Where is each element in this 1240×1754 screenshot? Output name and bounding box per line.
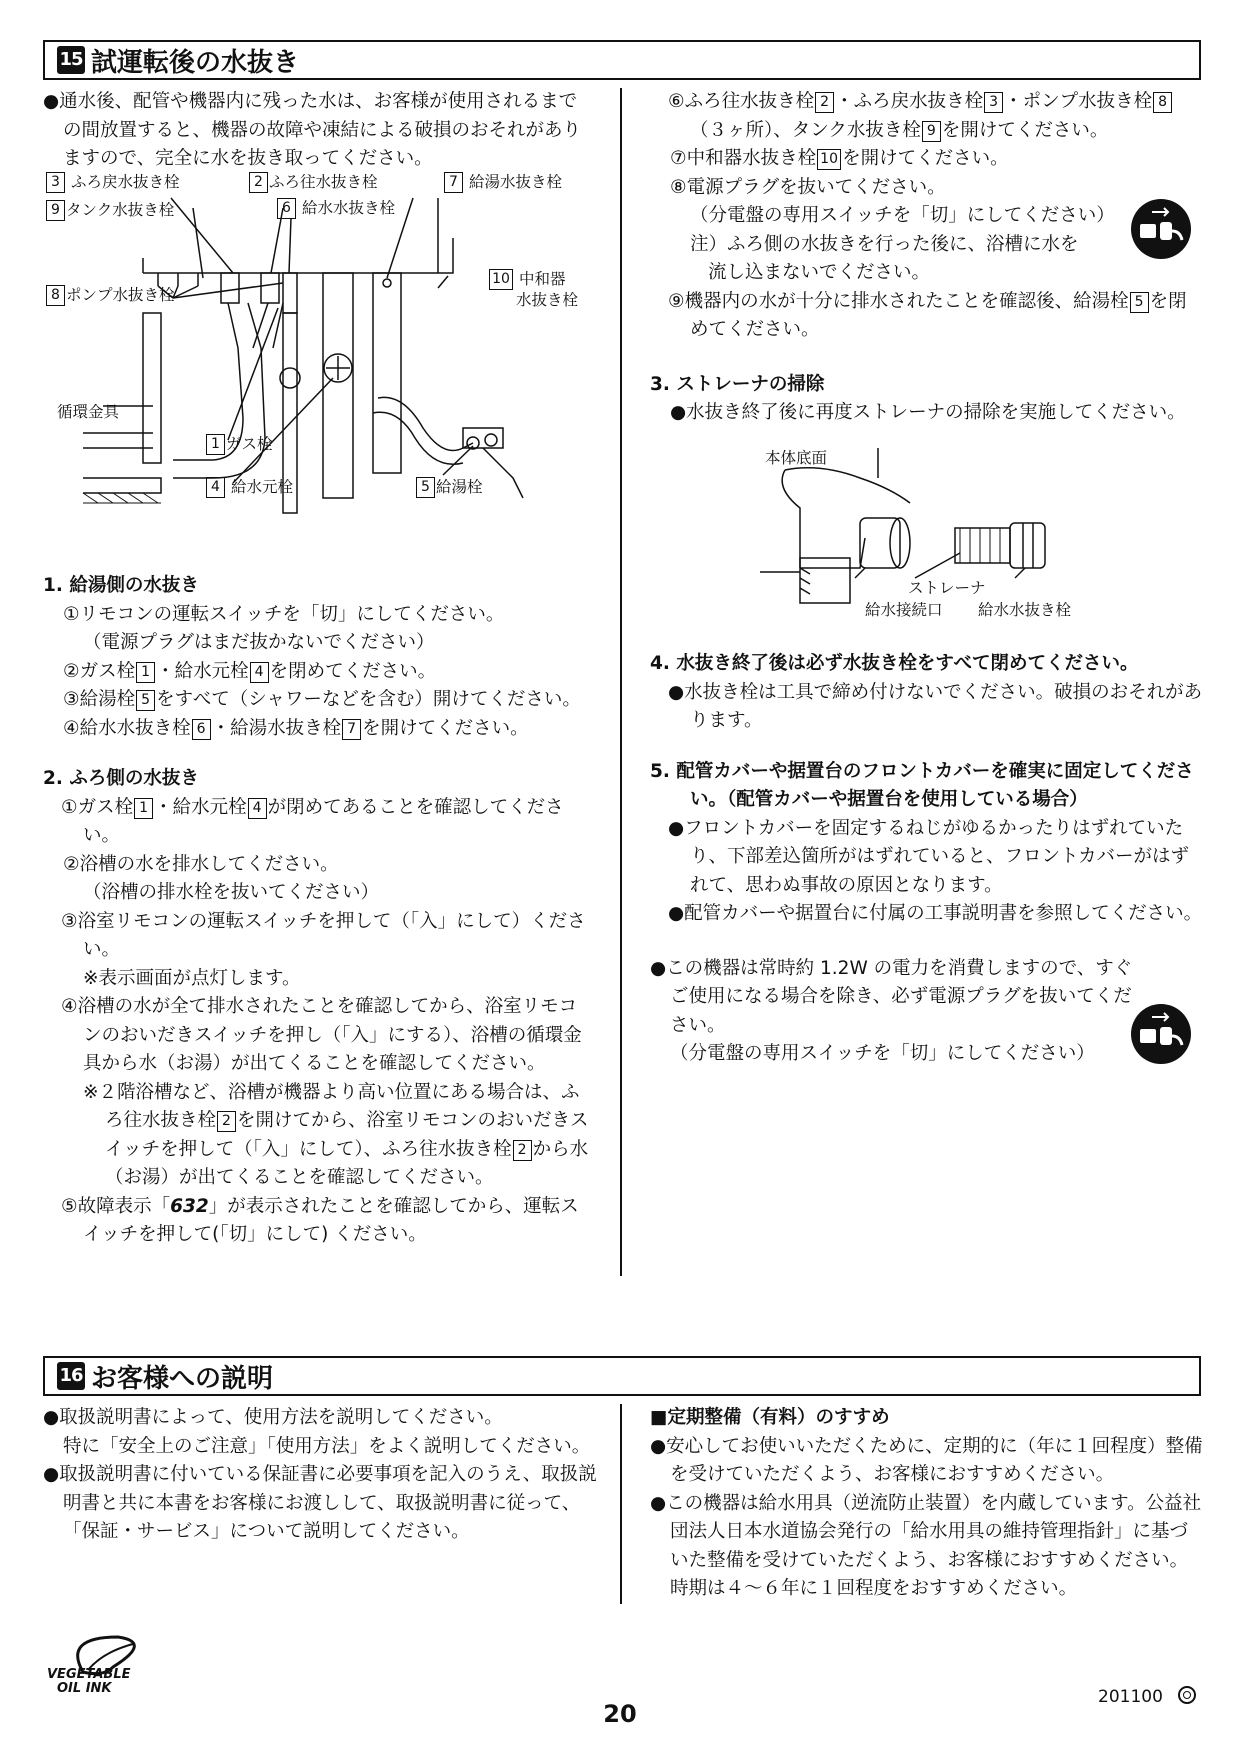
- step4-heading: 4. 水抜き終了後は必ず水抜き栓をすべて閉めてください。: [650, 653, 1139, 674]
- explain-bullet1-cont: 特に「安全上のご注意」「使用方法」をよく説明してください。: [63, 1435, 591, 1457]
- sec15-left-intro: [43, 88, 595, 174]
- column-divider: [620, 88, 622, 1276]
- piping-illustration: [43, 178, 595, 558]
- section-title: お客様への説明: [91, 1363, 274, 1394]
- step2-item5: ⑤故障表示「632」が表示されたことを確認してから、運転スイッチを押して(「切」にして) ください。: [61, 1195, 579, 1245]
- power-consumption-note: ●この機器は常時約 1.2W の電力を消費しますので、すぐご使用になる場合を除き、必ず電源プラグを抜いてください。: [650, 957, 1133, 1036]
- sec16-left: [43, 1404, 598, 1547]
- unplug-icon: [1130, 198, 1192, 260]
- logo-line2: OIL INK: [57, 1681, 112, 1696]
- step2-item3: ③浴室リモコンの運転スイッチを押して（「入」にして）ください。: [61, 910, 586, 960]
- label-neutralizer-drain-2: 水抜き栓: [516, 291, 579, 309]
- step4-bullet: ●水抜き栓は工具で締め付けないでください。破損のおそれがあります。: [668, 681, 1203, 731]
- step2-item2-note: （浴槽の排水栓を抜いてください）: [83, 882, 380, 903]
- step2-item6: ⑥ふろ往水抜き栓 2 ・ふろ戻水抜き栓 3 ・ポンプ水抜き栓 8（３ヶ所）、タンク水抜き栓 9 を開けてください。: [650, 88, 1205, 145]
- step2-item3-note: ※表示画面が点灯します。: [83, 967, 301, 989]
- step5-heading: 5. 配管カバーや据置台のフロントカバーを確実に固定してください。（配管カバーや据置台を使用している場合）: [650, 760, 1194, 810]
- step2-item2: ②浴槽の水を排水してください。: [63, 853, 339, 875]
- section-15-header: [43, 40, 1201, 80]
- label-water-drain-plug: 給水水抜き栓: [978, 601, 1072, 619]
- step2-item9: ⑨機器内の水が十分に排水されたことを確認後、給湯栓 5 を閉めてください。: [668, 290, 1187, 340]
- sec16-right: [650, 1404, 1205, 1604]
- circle-mark-icon: [1178, 1686, 1196, 1704]
- step1-item1-note: （電源プラグはまだ抜かないでください）: [83, 632, 435, 653]
- label-furo-return-drain: 3 ふろ戻水抜き栓: [45, 170, 179, 193]
- step2-item8-caution: 注）ふろ側の水抜きを行った後に、浴槽に水を: [690, 233, 1079, 255]
- step2-item7: ⑦中和器水抜き栓 10 を開けてください。: [670, 148, 1009, 169]
- maintenance-bullet1: ●安心してお使いいただくために、定期的に（年に１回程度）整備を受けていただくよう、お客様におすすめください。: [650, 1435, 1203, 1485]
- label-gas-valve: 1 ガス栓: [205, 432, 273, 455]
- section-number: 16: [57, 1362, 85, 1390]
- logo-line1: VEGETABLE: [47, 1667, 131, 1682]
- step2-item4-note: ※２階浴槽など、浴槽が機器より高い位置にある場合は、ふろ往水抜き栓 2 を開けてから、浴室リモコンのおいだきスイッチを押して（「入」にして）、ふろ往水抜き栓 2 から水（お湯）が出てくることを確認してください。: [83, 1081, 589, 1188]
- label-hot-water-drain: 7 給湯水抜き栓: [443, 170, 562, 193]
- label-pump-drain: 8 ポンプ水抜き栓: [45, 283, 175, 306]
- step2-item8: ⑧電源プラグを抜いてください。: [670, 176, 946, 198]
- step2-item1: ①ガス栓 1 ・給水元栓 4 が閉めてあることを確認してください。: [61, 796, 564, 846]
- label-water-supply-drain: 6 給水水抜き栓: [276, 196, 395, 219]
- explain-bullet1: ●取扱説明書によって、使用方法を説明してください。: [43, 1407, 503, 1428]
- label-furo-supply-drain: 2 ふろ往水抜き栓: [248, 170, 378, 193]
- vegetable-oil-ink-logo: [43, 1632, 163, 1702]
- page-number: 20: [603, 1700, 637, 1728]
- power-consumption-note-2: （分電盤の専用スイッチを「切」にしてください）: [670, 1043, 1095, 1064]
- step5-bullet2: ●配管カバーや据置台に付属の工事説明書を参照してください。: [668, 903, 1203, 924]
- sec15-left-steps: [43, 572, 595, 1250]
- section-16-header: [43, 1356, 1201, 1396]
- section-title: 試運転後の水抜き: [91, 47, 300, 78]
- step1-item4: ④給水水抜き栓 6 ・給湯水抜き栓 7 を開けてください。: [63, 717, 529, 739]
- step3-bullet: ●水抜き終了後に再度ストレーナの掃除を実施してください。: [670, 402, 1186, 423]
- label-hot-water-tap: 5 給湯栓: [415, 475, 483, 498]
- unplug-icon-2: [1130, 1003, 1192, 1065]
- label-main-water-valve: 4 給水元栓: [205, 475, 293, 498]
- step1-item2: ②ガス栓 1 ・給水元栓 4 を閉めてください。: [63, 660, 437, 682]
- strainer-diagram: [760, 448, 1090, 628]
- maintenance-heading: ■定期整備（有料）のすすめ: [650, 1407, 890, 1428]
- label-water-inlet: 給水接続口: [865, 601, 943, 619]
- step2-item4: ④浴槽の水が全て排水されたことを確認してから、浴室リモコンのおいだきスイッチを押し（「入」にする）、浴槽の循環金具から水（お湯）が出てくることを確認してください。: [61, 996, 582, 1074]
- step1-item1: ①リモコンの運転スイッチを「切」にしてください。: [63, 603, 505, 625]
- step2-item8-caution-2: 流し込まないでください。: [708, 262, 931, 283]
- label-strainer: ストレーナ: [908, 579, 986, 597]
- label-unit-bottom: 本体底面: [765, 449, 828, 467]
- document-code: 201100: [1098, 1686, 1196, 1707]
- label-neutralizer-drain: 10 中和器: [488, 267, 565, 290]
- column-divider-2: [620, 1404, 622, 1604]
- sec15-right-steps-2: [650, 650, 1205, 1069]
- label-circulation-fitting: 循環金具: [57, 403, 120, 421]
- maintenance-bullet2: ●この機器は給水用具（逆流防止装置）を内蔵しています。公益社団法人日本水道協会発行の「給水用具の維持管理指針」に基づいた整備を受けていただくよう、お客様におすすめください。時期は４～６年に１回程度をおすすめください。: [650, 1492, 1202, 1599]
- sec15-right-steps: [650, 88, 1205, 428]
- intro-bullet: ●通水後、配管や機器内に残った水は、お客様が使用されるまでの間放置すると、機器の故障や凍結による破損のおそれがありますので、完全に水を抜き取ってください。: [43, 91, 582, 169]
- explain-bullet2: ●取扱説明書に付いている保証書に必要事項を記入のうえ、取扱説明書と共に本書をお客様にお渡しして、取扱説明書に従って、「保証・サービス」について説明してください。: [43, 1464, 597, 1542]
- step3-heading: 3. ストレーナの掃除: [650, 373, 825, 395]
- step1-heading: 1. 給湯側の水抜き: [43, 575, 199, 596]
- drain-plug-diagram: [43, 173, 595, 558]
- step1-item3: ③給湯栓 5 をすべて（シャワーなどを含む）開けてください。: [63, 689, 581, 710]
- step2-item8-note: （分電盤の専用スイッチを「切」にしてください）: [690, 205, 1115, 226]
- label-tank-drain: 9 タンク水抜き栓: [45, 198, 174, 221]
- section-number: 15: [57, 46, 85, 74]
- step5-bullet1: ●フロントカバーを固定するねじがゆるかったりはずれていたり、下部差込箇所がはずれていると、フロントカバーがはずれて、思わぬ事故の原因となります。: [668, 817, 1189, 896]
- step2-heading: 2. ふろ側の水抜き: [43, 768, 199, 789]
